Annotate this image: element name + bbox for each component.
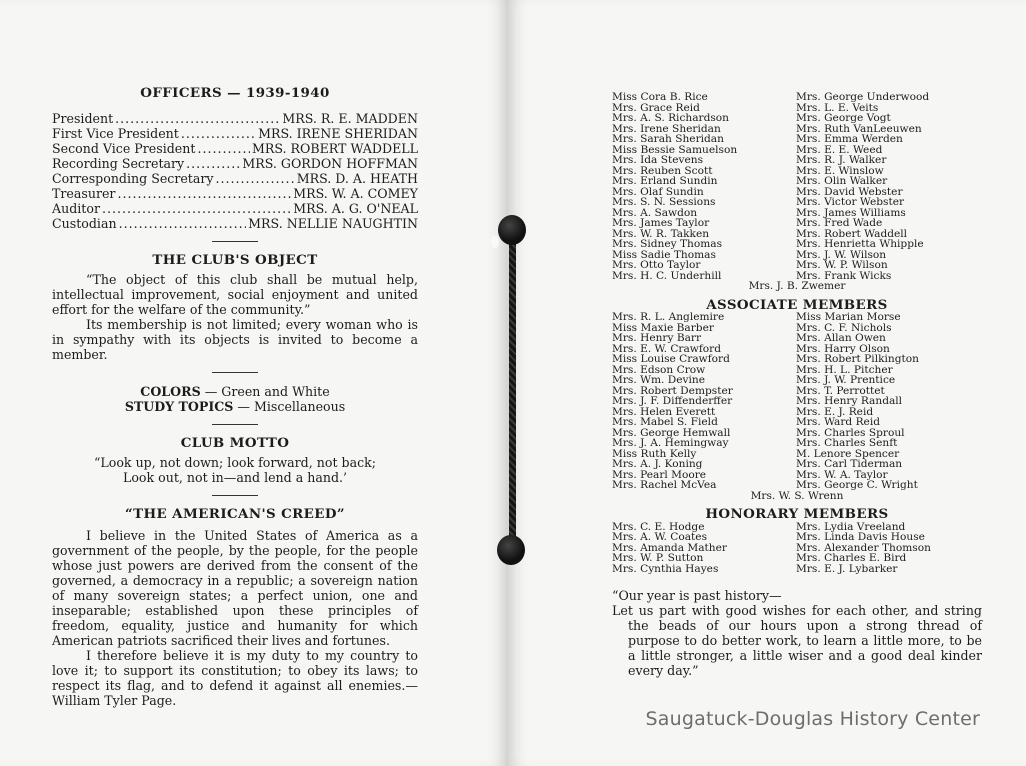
associate-name: Miss Ruth Kelly (612, 447, 697, 460)
officer-row (52, 141, 418, 156)
member-name: Mrs. A. Sawdon (612, 206, 698, 219)
associate-list (612, 312, 982, 491)
officers-heading: OFFICERS — 1939-1940 (140, 85, 330, 101)
motto-heading: CLUB MOTTO (180, 435, 290, 451)
associate-name: M. Lenore Spencer (796, 447, 900, 460)
member-name: Mrs. Emma Werden (796, 133, 903, 145)
officer-role: President (52, 111, 114, 126)
associate-heading: ASSOCIATE MEMBERS (706, 296, 888, 313)
officer-row (52, 216, 418, 231)
member-name-last: Mrs. J. B. Zwemer (748, 280, 846, 292)
officer-name: MRS. ROBERT WADDELL (251, 141, 418, 156)
honorary-column-2 (796, 522, 982, 575)
associate-name-last: Mrs. W. S. Wrenn (750, 489, 844, 502)
member-name: Mrs. Henrietta Whipple (796, 238, 924, 250)
officer-row (52, 111, 418, 126)
associate-name: Mrs. J. W. Prentice (796, 374, 896, 386)
associate-name: Mrs. J. F. Diffenderffer (612, 395, 733, 407)
member-name: Mrs. Otto Taylor (612, 259, 701, 271)
officers-list (52, 111, 418, 231)
motto-line-1: “Look up, not down; look forward, not back; (93, 455, 377, 470)
member-name: Mrs. S. N. Sessions (612, 196, 716, 208)
associate-name: Mrs. Pearl Moore (612, 468, 707, 481)
officer-role: Corresponding Secretary (52, 171, 214, 186)
honorary-heading: HONORARY MEMBERS (705, 506, 889, 522)
officer-name: MRS. GORDON HOFFMAN (242, 156, 418, 171)
associate-name: Mrs. A. J. Koning (612, 458, 703, 470)
associate-name: Mrs. Henry Barr (612, 332, 702, 344)
divider (212, 241, 258, 242)
member-name: Mrs. A. S. Richardson (612, 112, 730, 124)
member-name: Mrs. James Williams (796, 206, 906, 219)
officer-name: MRS. A. G. O'NEAL (293, 201, 418, 216)
colors-line: COLORS — Green and White (140, 384, 330, 399)
watermark: Saugatuck-Douglas History Center (645, 708, 980, 730)
member-name: Miss Cora B. Rice (612, 91, 708, 103)
associate-name: Miss Marian Morse (796, 311, 901, 323)
officer-row (52, 171, 418, 186)
member-name: Mrs. L. E. Veits (796, 101, 879, 114)
honorary-name: Mrs. Linda Davis House (796, 531, 925, 543)
associate-name: Mrs. Charles Senft (796, 437, 898, 449)
associate-name: Mrs. E. W. Crawford (612, 342, 722, 355)
member-name: Mrs. Robert Waddell (796, 227, 908, 240)
honorary-name: Mrs. W. P. Sutton (612, 552, 704, 564)
creed-paragraph-1: I believe in the United States of America as a government of the people, by the people, for the people whose just powers are derived from the consent of the governed, a democracy in a republic; a sovereign nation of many sovereign states; a perfect union, one and inseparable; established upon these principles of freedom, equality, justice and humanity for which American patriots sacrificed their lives and fortunes. (52, 528, 418, 648)
member-name: Mrs. Grace Reid (612, 101, 700, 114)
officer-role: First Vice President (52, 126, 179, 141)
members-column-2 (796, 92, 982, 281)
member-name: Mrs. Fred Wade (796, 217, 883, 229)
verse-line-1: “Our year is past history— (612, 588, 782, 603)
associate-name: Mrs. George Hemwall (612, 426, 731, 439)
member-name: Mrs. Frank Wicks (796, 269, 892, 282)
member-name: Miss Sadie Thomas (612, 248, 716, 261)
associate-name: Mrs. Rachel McVea (612, 479, 717, 491)
divider (212, 495, 258, 496)
closing-verse (612, 588, 982, 678)
officer-role: Custodian (52, 216, 117, 231)
honorary-name: Mrs. Cynthia Hayes (612, 562, 719, 575)
honorary-name: Mrs. A. W. Coates (612, 531, 708, 543)
officer-row (52, 186, 418, 201)
officer-name: MRS. D. A. HEATH (296, 171, 418, 186)
officer-name: MRS. R. E. MADDEN (282, 111, 418, 126)
honorary-name: Mrs. Charles E. Bird (796, 552, 907, 564)
member-name: Mrs. Ruth VanLeeuwen (796, 122, 922, 135)
officer-name: MRS. IRENE SHERIDAN (258, 126, 418, 141)
officer-role: Treasurer (52, 186, 116, 201)
creed-heading: “THE AMERICAN'S CREED” (124, 506, 346, 522)
associate-name: Mrs. H. L. Pitcher (796, 363, 893, 376)
member-name: Mrs. E. Winslow (796, 164, 884, 177)
associate-name: Mrs. Ward Reid (796, 416, 880, 428)
member-name: Miss Bessie Samuelson (612, 143, 738, 156)
member-name: Mrs. David Webster (796, 185, 903, 198)
honorary-list (612, 522, 982, 575)
associate-name: Miss Louise Crawford (612, 353, 730, 365)
associate-name: Mrs. George C. Wright (796, 479, 918, 491)
member-name: Mrs. George Underwood (796, 91, 930, 103)
colors-value: Green and White (221, 384, 330, 399)
officer-role: Auditor (52, 201, 100, 216)
member-name: Mrs. Olin Walker (796, 175, 888, 187)
associate-name: Mrs. Wm. Devine (612, 374, 705, 386)
binding-cord (509, 232, 516, 544)
member-name: Mrs. Olaf Sundin (612, 185, 704, 198)
member-name: Mrs. Ida Stevens (612, 154, 704, 166)
motto-line-2: Look out, not in—and lend a hand.’ (122, 470, 348, 485)
honorary-name: Mrs. Amanda Mather (612, 541, 727, 554)
member-name: Mrs. E. E. Weed (796, 143, 883, 156)
associate-column-1 (612, 312, 796, 491)
honorary-name: Mrs. E. J. Lybarker (796, 562, 898, 575)
membership-text: Its membership is not limited; every woman who is in sympathy with its objects is invited to become a member. (52, 317, 418, 362)
divider (212, 424, 258, 425)
topics-value: Miscellaneous (254, 399, 346, 414)
verse-line-2: Let us part with good wishes for each other, and string the beads of our hours upon a strong thread of purpose to do better work, to learn a little more, to be a little stronger, a little wiser and a good deal kinder every day.” (612, 603, 982, 678)
associate-name: Mrs. Robert Dempster (612, 384, 733, 397)
member-name: Mrs. Irene Sheridan (612, 122, 721, 135)
topics-line: STUDY TOPICS — Miscellaneous (124, 399, 346, 414)
officer-role: Second Vice President (52, 141, 196, 156)
member-name: Mrs. W. P. Wilson (796, 259, 888, 271)
divider (212, 372, 258, 373)
member-name: Mrs. Sarah Sheridan (612, 133, 724, 145)
associate-name: Mrs. Robert Pilkington (796, 353, 919, 365)
member-name: Mrs. George Vogt (796, 112, 891, 124)
right-column (612, 92, 982, 678)
topics-label: STUDY TOPICS (124, 399, 234, 414)
associate-column-2 (796, 312, 982, 491)
officer-role: Recording Secretary (52, 156, 185, 171)
members-list (612, 92, 982, 281)
associate-name: Mrs. W. A. Taylor (796, 468, 888, 481)
member-name: Mrs. W. R. Takken (612, 227, 710, 240)
member-name: Mrs. Victor Webster (796, 196, 905, 208)
associate-name: Mrs. J. A. Hemingway (612, 437, 729, 449)
associate-name: Mrs. Allan Owen (796, 332, 886, 344)
associate-name: Mrs. Mabel S. Field (612, 416, 718, 428)
officer-name: MRS. W. A. COMEY (293, 186, 418, 201)
object-heading: THE CLUB'S OBJECT (152, 252, 318, 268)
associate-name: Mrs. Edson Crow (612, 363, 706, 376)
officer-row (52, 126, 418, 141)
associate-name: Mrs. R. L. Anglemire (612, 311, 725, 323)
cord-fray (491, 236, 499, 248)
member-name: Mrs. J. W. Wilson (796, 248, 887, 261)
associate-name: Mrs. Harry Olson (796, 342, 890, 355)
left-column (52, 86, 418, 708)
honorary-column-1 (612, 522, 796, 575)
associate-name: Mrs. T. Perrottet (796, 384, 885, 397)
honorary-name: Mrs. Lydia Vreeland (796, 520, 906, 533)
officer-row (52, 156, 418, 171)
member-name: Mrs. H. C. Underhill (612, 269, 722, 282)
creed-paragraph-2: I therefore believe it is my duty to my country to love it; to support its constitution; to obey its laws; to respect its flag, and to defend it against all enemies.—William Tyler Page. (52, 648, 418, 708)
member-name: Mrs. Erland Sundin (612, 175, 718, 187)
associate-name: Mrs. E. J. Reid (796, 405, 874, 418)
honorary-name: Mrs. Alexander Thomson (796, 541, 931, 554)
member-name: Mrs. James Taylor (612, 217, 710, 229)
honorary-name: Mrs. C. E. Hodge (612, 520, 705, 533)
associate-name: Mrs. Carl Tiderman (796, 458, 903, 470)
cord-knot-top (498, 215, 526, 245)
associate-name: Mrs. Charles Sproul (796, 426, 905, 439)
associate-name: Mrs. Helen Everett (612, 405, 716, 418)
object-text: “The object of this club shall be mutual help, intellectual improvement, social enjoyment and united effort for the welfare of the community.” (52, 272, 418, 317)
officer-name: MRS. NELLIE NAUGHTIN (248, 216, 418, 231)
associate-name: Mrs. Henry Randall (796, 395, 903, 407)
members-column-1 (612, 92, 796, 281)
officer-row (52, 201, 418, 216)
associate-name: Miss Maxie Barber (612, 321, 714, 334)
member-name: Mrs. Reuben Scott (612, 164, 713, 177)
cord-knot-bottom (497, 535, 525, 565)
associate-name: Mrs. C. F. Nichols (796, 321, 892, 334)
member-name: Mrs. R. J. Walker (796, 154, 887, 166)
member-name: Mrs. Sidney Thomas (612, 238, 723, 250)
colors-label: COLORS (140, 384, 201, 399)
